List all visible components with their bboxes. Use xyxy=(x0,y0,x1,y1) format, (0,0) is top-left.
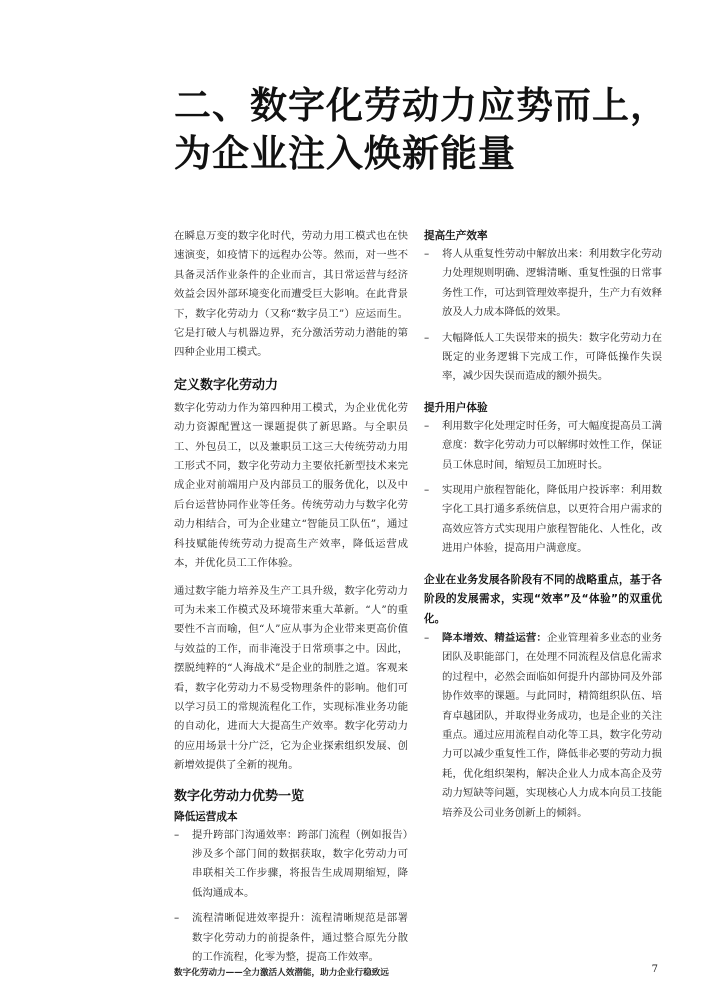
dash-bullet: – xyxy=(174,828,180,841)
user-experience-list xyxy=(424,417,662,559)
list-item-text: 大幅降低人工失误带来的损失：数字化劳动力在既定的业务逻辑下完成工作，可降低操作失误率，减少因失误而造成的额外损失。 xyxy=(442,331,662,383)
user-experience-heading: 提升用户体验 xyxy=(424,401,488,414)
intro-paragraph: 在瞬息万变的数字化时代，劳动力用工模式也在快速演变，如疫情下的远程办公等。然而，对一些不具备灵活作业条件的企业而言，其日常运营与经济效益会因外部环境变化而遭受巨大影响。在此背景下，数字化劳动力（又称“数字员工”）应运而生。它是打破人与机器边界，充分激活劳动力潜能的第四种企业用工模式。 xyxy=(174,230,408,359)
strategy-lead: 企业在业务发展各阶段有不同的战略重点，基于各阶段的发展需求，实现“效率”及“体验”的双重优化。 xyxy=(424,573,662,625)
cost-heading: 降低运营成本 xyxy=(174,810,238,823)
right-column xyxy=(424,227,662,823)
list-item xyxy=(174,826,408,904)
dash-bullet: – xyxy=(424,331,430,344)
list-item xyxy=(424,329,662,387)
list-item xyxy=(174,909,408,967)
define-paragraph-2: 通过数字能力培养及生产工具升级，数字化劳动力可为未来工作模式及环境带来重大革新。“人”的重要性不言而喻，但“人”应从事为企业带来更高价值与效益的工作，而非淹没于日常琐事之中。因此，摆脱纯粹的“人海战术”是企业的制胜之道。客观来看，数字化劳动力不易受物理条件的影响。他们可以学习员工的常规流程化工作，实现标准业务功能的自动化，进而大大提高生产效率。数字化劳动力的应用场景十分广泛，它为企业探索组织发展、创新增效提供了全新的视角。 xyxy=(174,584,408,772)
dash-bullet: – xyxy=(424,484,430,497)
list-item-text: 将人从重复性劳动中解放出来：利用数字化劳动力处理规则明确、逻辑清晰、重复性强的日常事务性工作，可达到管理效率提升，生产力有效释放及人力成本降低的效果。 xyxy=(442,248,662,319)
define-heading: 定义数字化劳动力 xyxy=(174,377,279,393)
list-item xyxy=(424,417,662,475)
left-column xyxy=(174,227,408,967)
strategy-item-label: 降本增效、精益运营： xyxy=(442,631,547,644)
list-item-text: 企业管理着多业态的业务团队及职能部门，在处理不同流程及信息化需求的过程中，必然会面临如何提升内部协同及外部协作效率的课题。与此同时，精简组织队伍、培育卓越团队，并取得业务成功，也是企业的关注重点。通过应用流程自动化等工具，数字化劳动力可以减少重复性工作，降低非必要的劳动力损耗，优化组织架构，解决企业人力成本高企及劳动力短缺等问题，实现核心人力成本向员工技能培养及公司业务创新上的倾斜。 xyxy=(442,631,663,819)
title-line-1: 二、数字化劳动力应势而上， xyxy=(174,84,668,127)
list-item-text: 实现用户旅程智能化，降低用户投诉率：利用数字化工具打通多系统信息，以更符合用户需求的高效应答方式实现用户旅程智能化、人性化，改进用户体验，提高用户满意度。 xyxy=(442,484,662,555)
footer-title: 数字化劳动力——全力激活人效潜能，助力企业行稳致远 xyxy=(174,968,389,978)
cost-list xyxy=(174,826,408,968)
dash-bullet: – xyxy=(424,631,430,644)
efficiency-heading: 提高生产效率 xyxy=(424,230,488,242)
list-item-text: 利用数字化处理定时任务，可大幅度提高员工满意度：数字化劳动力可以解绑时效性工作，保证员工休息时间，缩短员工加班时长。 xyxy=(442,419,662,471)
list-item xyxy=(424,629,662,823)
page-title xyxy=(174,82,674,178)
list-item xyxy=(424,481,662,559)
title-line-2: 为企业注入焕新能量 xyxy=(174,132,516,175)
list-item-text: 提升跨部门沟通效率：跨部门流程（例如报告）涉及多个部门间的数据获取，数字化劳动力可串联相关工作步骤，将报告生成周期缩短，降低沟通成本。 xyxy=(192,828,408,899)
advantages-heading: 数字化劳动力优势一览 xyxy=(174,788,305,804)
list-item-text: 流程清晰促进效率提升：流程清晰规范是部署数字化劳动力的前提条件，通过整合原先分散的工作流程，化零为整，提高工作效率。 xyxy=(192,912,408,963)
dash-bullet: – xyxy=(174,912,180,925)
dash-bullet: – xyxy=(424,419,430,432)
define-paragraph-1: 数字化劳动力作为第四种用工模式，为企业优化劳动力资源配置这一课题提供了新思路。与全职员工、外包员工，以及兼职员工这三大传统劳动力用工形式不同，数字化劳动力主要依托新型技术来完成企业对前端用户及内部员工的服务优化，以及中后台运营协同作业等任务。传统劳动力与数字化劳动力相结合，可为企业建立“智能员工队伍”，通过科技赋能传统劳动力提高生产效率，降低运营成本，并优化员工工作体验。 xyxy=(174,401,408,570)
strategy-list xyxy=(424,629,662,823)
page-number: 7 xyxy=(651,964,658,975)
dash-bullet: – xyxy=(424,248,430,260)
list-item xyxy=(424,245,662,323)
efficiency-list xyxy=(424,245,662,387)
